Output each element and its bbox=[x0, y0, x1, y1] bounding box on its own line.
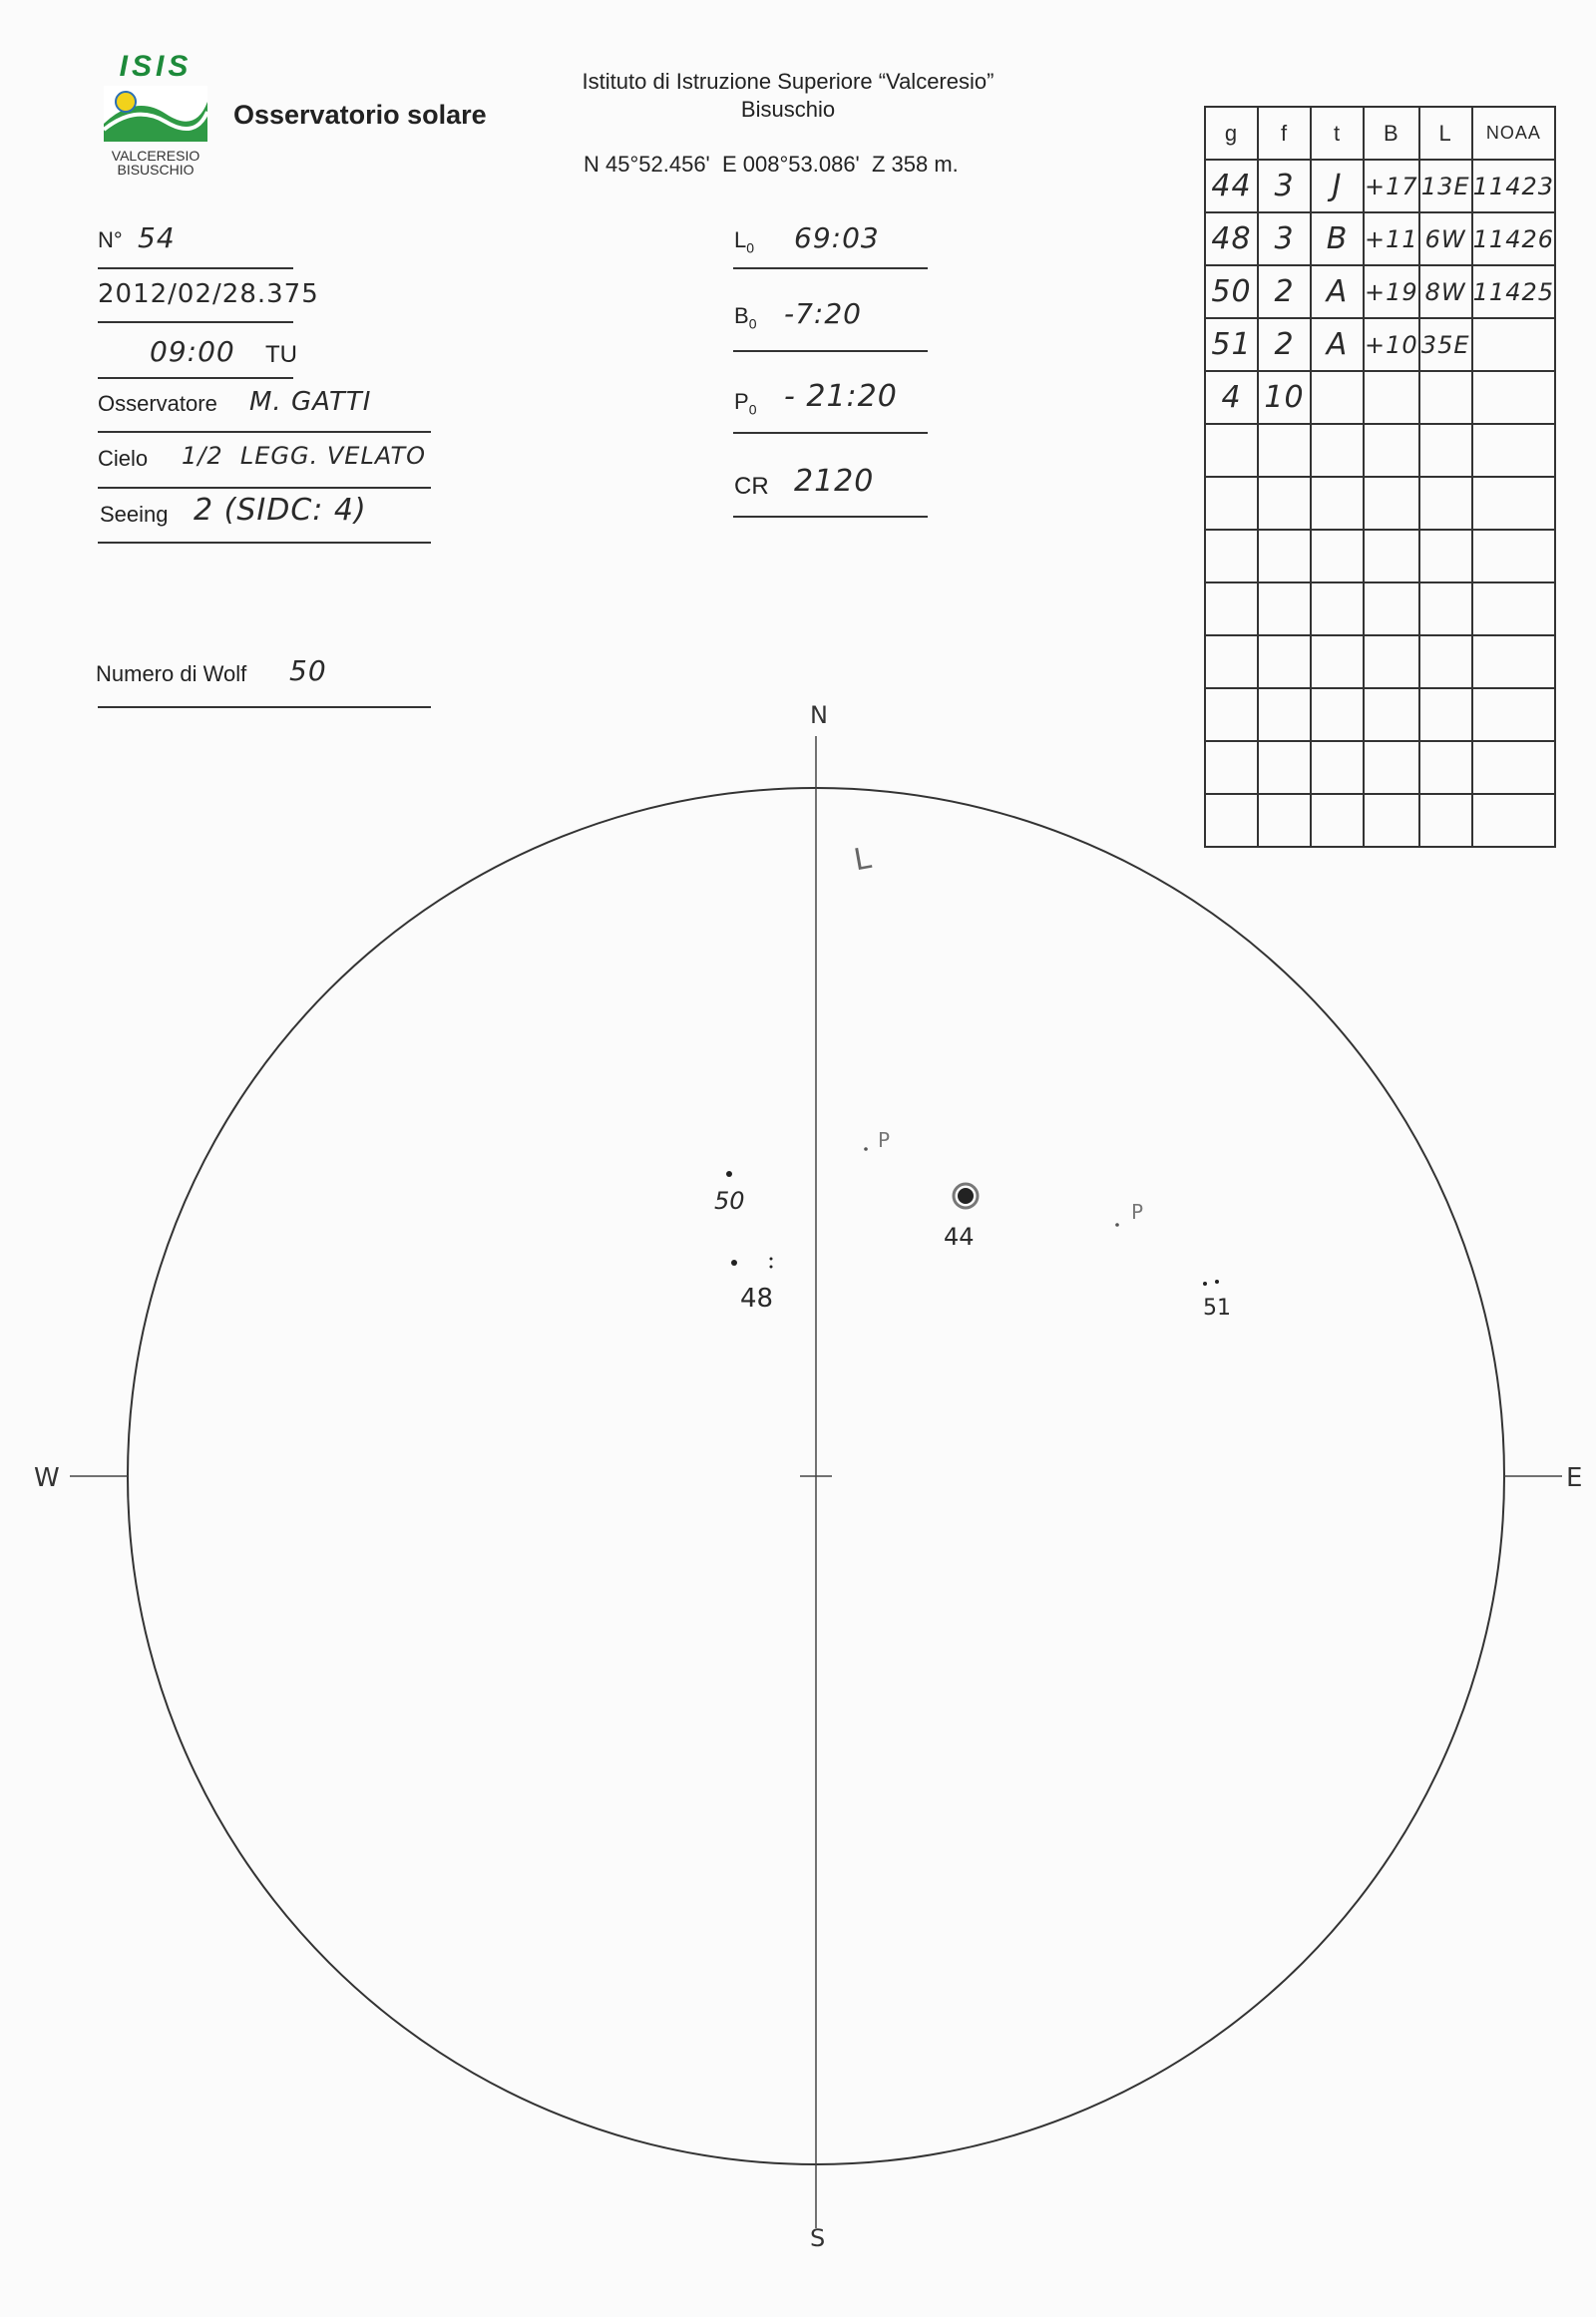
l0-rule bbox=[733, 267, 928, 269]
table-cell bbox=[1419, 371, 1472, 424]
number-label: N° bbox=[98, 227, 123, 252]
table-cell: 3 bbox=[1258, 212, 1311, 265]
table-cell bbox=[1419, 635, 1472, 688]
table-cell: 2 bbox=[1258, 318, 1311, 371]
west-label: W bbox=[34, 1463, 60, 1493]
table-row bbox=[1205, 212, 1555, 265]
seeing-value: 2 (SIDC: 4) bbox=[194, 493, 367, 528]
table-row bbox=[1205, 371, 1555, 424]
table-row bbox=[1205, 265, 1555, 318]
seeing-rule bbox=[98, 542, 431, 544]
table-cell: B bbox=[1311, 212, 1364, 265]
table-cell bbox=[1311, 635, 1364, 688]
table-cell bbox=[1364, 688, 1419, 741]
wolf-rule bbox=[98, 706, 431, 708]
table-cell bbox=[1472, 794, 1555, 847]
table-cell bbox=[1205, 424, 1258, 477]
table-cell: 6W bbox=[1419, 212, 1472, 265]
table-cell bbox=[1258, 741, 1311, 794]
table-cell bbox=[1419, 424, 1472, 477]
table-cell bbox=[1258, 424, 1311, 477]
table-cell bbox=[1364, 794, 1419, 847]
table-cell: 11423 bbox=[1472, 160, 1555, 212]
p0-rule bbox=[733, 432, 928, 434]
table-row bbox=[1205, 477, 1555, 530]
table-cell bbox=[1258, 582, 1311, 635]
table-cell bbox=[1311, 794, 1364, 847]
table-cell: 11426 bbox=[1472, 212, 1555, 265]
table-cell: +17 bbox=[1364, 160, 1419, 212]
facula-label-2: P bbox=[1131, 1200, 1144, 1224]
table-row bbox=[1205, 582, 1555, 635]
sunspot-48-b bbox=[770, 1258, 773, 1261]
group-label-50: 50 bbox=[714, 1187, 745, 1215]
table-header-cell: B bbox=[1364, 107, 1419, 160]
facula-dot-2 bbox=[1115, 1223, 1119, 1227]
table-cell: 3 bbox=[1258, 160, 1311, 212]
table-cell bbox=[1472, 371, 1555, 424]
table-header-cell: f bbox=[1258, 107, 1311, 160]
table-row bbox=[1205, 794, 1555, 847]
table-header-cell: t bbox=[1311, 107, 1364, 160]
p0-label-text: P bbox=[734, 389, 749, 414]
table-cell bbox=[1472, 635, 1555, 688]
date-rule bbox=[98, 321, 293, 323]
sky-rule bbox=[98, 487, 431, 489]
sun-wave-icon bbox=[96, 84, 215, 144]
table-cell: +11 bbox=[1364, 212, 1419, 265]
observer-rule bbox=[98, 431, 431, 433]
sunspot-groups-table bbox=[1204, 106, 1556, 848]
table-row bbox=[1205, 688, 1555, 741]
east-label: E bbox=[1566, 1463, 1583, 1493]
facula-label-1: P bbox=[878, 1128, 891, 1152]
table-body bbox=[1205, 160, 1555, 847]
sunspot-51-b bbox=[1215, 1280, 1219, 1284]
table-row bbox=[1205, 318, 1555, 371]
time-unit: TU bbox=[265, 341, 297, 368]
table-cell bbox=[1364, 741, 1419, 794]
table-cell bbox=[1419, 530, 1472, 582]
b0-label bbox=[734, 303, 756, 331]
cr-label: CR bbox=[734, 473, 769, 500]
table-cell bbox=[1205, 477, 1258, 530]
table-cell: 50 bbox=[1205, 265, 1258, 318]
table-cell bbox=[1205, 582, 1258, 635]
l0-label-sub: 0 bbox=[746, 239, 755, 256]
north-label: N bbox=[810, 701, 828, 729]
p0-label-sub: 0 bbox=[748, 401, 757, 418]
table-cell: 51 bbox=[1205, 318, 1258, 371]
l0-label-text: L bbox=[734, 227, 747, 252]
table-header-cell: NOAA bbox=[1472, 107, 1555, 160]
table-cell bbox=[1311, 582, 1364, 635]
l0-value: 69:03 bbox=[794, 221, 880, 254]
table-cell: 44 bbox=[1205, 160, 1258, 212]
group-label-44: 44 bbox=[944, 1223, 975, 1251]
table-cell: A bbox=[1311, 318, 1364, 371]
table-cell: 35E bbox=[1419, 318, 1472, 371]
date-value: 2012/02/28.375 bbox=[98, 279, 319, 309]
sunspot-50 bbox=[726, 1171, 732, 1177]
table-cell bbox=[1205, 635, 1258, 688]
sky-value: 1/2 LEGG. VELATO bbox=[182, 442, 427, 470]
time-rule bbox=[98, 377, 293, 379]
table-cell: 8W bbox=[1419, 265, 1472, 318]
table-cell bbox=[1364, 371, 1419, 424]
table-cell bbox=[1472, 582, 1555, 635]
cr-value: 2120 bbox=[794, 464, 875, 499]
group-label-48: 48 bbox=[740, 1284, 774, 1314]
sunspot-44-umbra bbox=[958, 1188, 974, 1204]
b0-value: -7:20 bbox=[784, 297, 862, 330]
table-cell bbox=[1472, 318, 1555, 371]
l0-label bbox=[734, 227, 754, 255]
b0-label-sub: 0 bbox=[748, 315, 757, 332]
table-cell: +10 bbox=[1364, 318, 1419, 371]
logo-text: ISIS bbox=[119, 50, 193, 83]
table-cell bbox=[1419, 741, 1472, 794]
table-header-cell: g bbox=[1205, 107, 1258, 160]
table-cell bbox=[1364, 477, 1419, 530]
table-row bbox=[1205, 741, 1555, 794]
table-cell bbox=[1258, 530, 1311, 582]
table-cell: 48 bbox=[1205, 212, 1258, 265]
table-cell bbox=[1311, 477, 1364, 530]
table-cell bbox=[1472, 741, 1555, 794]
table-cell bbox=[1419, 477, 1472, 530]
sunspot-48-a bbox=[731, 1260, 737, 1266]
page-title: Osservatorio solare bbox=[233, 100, 487, 130]
sunspot-51-a bbox=[1203, 1282, 1207, 1286]
logo-caption-2: BISUSCHIO bbox=[117, 162, 195, 178]
table-row bbox=[1205, 635, 1555, 688]
table-cell bbox=[1419, 794, 1472, 847]
p0-value: - 21:20 bbox=[784, 379, 898, 414]
sunspot-44-penumbra bbox=[954, 1184, 978, 1208]
pencil-mark: L bbox=[851, 841, 874, 879]
facula-dot-1 bbox=[864, 1147, 868, 1151]
sunspot-48-c bbox=[770, 1266, 773, 1269]
table-cell bbox=[1419, 688, 1472, 741]
table-cell: J bbox=[1311, 160, 1364, 212]
table-cell: 10 bbox=[1258, 371, 1311, 424]
group-label-51: 51 bbox=[1203, 1296, 1231, 1321]
observer-value: M. GATTI bbox=[249, 387, 372, 417]
number-value: 54 bbox=[138, 221, 176, 254]
table-cell bbox=[1205, 741, 1258, 794]
site-coordinates: N 45°52.456' E 008°53.086' Z 358 m. bbox=[584, 152, 959, 177]
table-header-cell: L bbox=[1419, 107, 1472, 160]
table-cell bbox=[1311, 530, 1364, 582]
seeing-label: Seeing bbox=[100, 502, 169, 527]
table-cell: 13E bbox=[1419, 160, 1472, 212]
table-cell: 2 bbox=[1258, 265, 1311, 318]
table-cell bbox=[1472, 477, 1555, 530]
institute-name bbox=[519, 68, 1057, 124]
table-row bbox=[1205, 424, 1555, 477]
logo bbox=[96, 50, 215, 185]
table-cell bbox=[1472, 424, 1555, 477]
time-value: 09:00 bbox=[150, 335, 235, 368]
institute-line-2: Bisuschio bbox=[740, 97, 836, 122]
table-cell bbox=[1258, 794, 1311, 847]
b0-label-text: B bbox=[734, 303, 749, 328]
table-cell bbox=[1364, 424, 1419, 477]
table-cell bbox=[1205, 688, 1258, 741]
solar-disk-outline bbox=[128, 788, 1504, 2164]
p0-label bbox=[734, 389, 756, 417]
table-cell bbox=[1258, 635, 1311, 688]
table-cell: A bbox=[1311, 265, 1364, 318]
institute-line-1: Istituto di Istruzione Superiore “Valceresio” bbox=[582, 69, 995, 94]
table-cell: +19 bbox=[1364, 265, 1419, 318]
table-cell bbox=[1364, 582, 1419, 635]
table-cell bbox=[1311, 424, 1364, 477]
sky-label: Cielo bbox=[98, 446, 149, 471]
table-cell bbox=[1311, 371, 1364, 424]
table-cell bbox=[1205, 530, 1258, 582]
b0-rule bbox=[733, 350, 928, 352]
table-cell bbox=[1472, 688, 1555, 741]
table-cell bbox=[1311, 741, 1364, 794]
cr-rule bbox=[733, 516, 928, 518]
table-cell bbox=[1364, 530, 1419, 582]
table-cell: 4 bbox=[1205, 371, 1258, 424]
table-cell bbox=[1258, 688, 1311, 741]
wolf-label: Numero di Wolf bbox=[96, 661, 247, 686]
wolf-value: 50 bbox=[289, 654, 327, 687]
table-row bbox=[1205, 530, 1555, 582]
table-row bbox=[1205, 160, 1555, 212]
table-cell bbox=[1472, 530, 1555, 582]
table-header-row bbox=[1205, 107, 1555, 160]
table-cell bbox=[1258, 477, 1311, 530]
table-cell bbox=[1311, 688, 1364, 741]
table-cell bbox=[1419, 582, 1472, 635]
observer-label: Osservatore bbox=[98, 391, 217, 416]
table-cell bbox=[1205, 794, 1258, 847]
number-rule bbox=[98, 267, 293, 269]
table-cell bbox=[1364, 635, 1419, 688]
south-label: S bbox=[810, 2224, 826, 2252]
table-cell: 11425 bbox=[1472, 265, 1555, 318]
logo-caption-1: VALCERESIO bbox=[111, 148, 200, 164]
